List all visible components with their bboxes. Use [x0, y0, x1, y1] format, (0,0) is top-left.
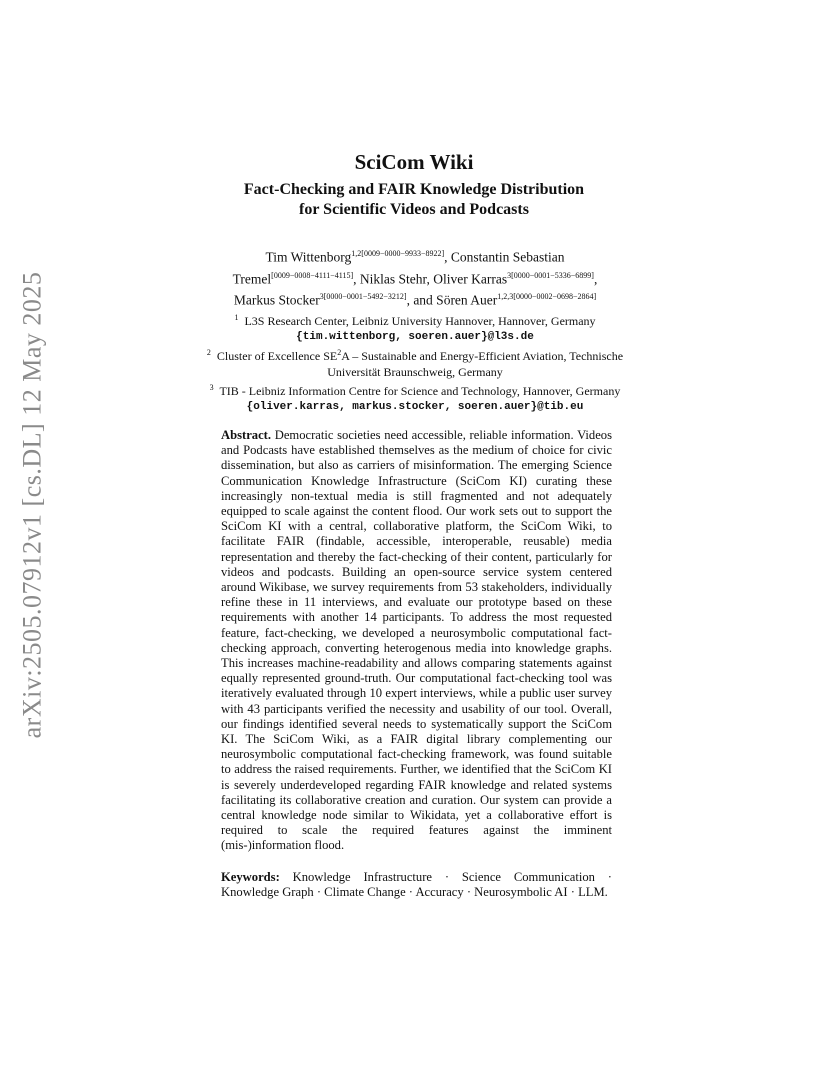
- keywords: [221, 870, 612, 900]
- subtitle-line-2: for Scientific Videos and Podcasts: [299, 201, 529, 218]
- keywords-label: Keywords:: [221, 870, 280, 884]
- author-sep: , Constantin Sebastian: [444, 249, 565, 265]
- keywords-text: Knowledge Infrastructure · Science Communication · Knowledge Graph · Climate Change · Accuracy · Neurosymbolic AI · LLM.: [221, 870, 612, 900]
- affiliation-text: L3S Research Center, Leibniz University Hannover, Hannover, Germany: [244, 314, 596, 328]
- affiliation-text: TIB - Leibniz Information Centre for Science and Technology, Hannover, Germany: [219, 384, 621, 398]
- affiliation-1-email: {tim.wittenborg, soeren.auer}@l3s.de: [296, 330, 534, 343]
- author-orcid: 1,2,3[0000−0002−0698−2864]: [497, 292, 597, 301]
- affiliation-1: [150, 310, 680, 330]
- author-name: Tim Wittenborg: [265, 249, 352, 265]
- affiliation-superscript: 2: [337, 348, 342, 357]
- affiliation-2-cont: Universität Braunschweig, Germany: [327, 364, 503, 379]
- author-orcid: [0009−0008−4111−4115]: [271, 270, 354, 280]
- author-orcid: 3[0000−0001−5492−3212]: [319, 292, 407, 301]
- author-orcid: 1,2[0009−0000−9933−8922]: [351, 249, 445, 258]
- affiliation-number: 2: [206, 348, 211, 357]
- arxiv-sidebar-stamp: [10, 271, 54, 739]
- author-sep: , and Sören Auer: [406, 292, 498, 308]
- affiliation-number: 3: [209, 383, 214, 392]
- author-orcid: 3[0000−0001−5336−6899]: [507, 270, 594, 280]
- arxiv-id: arXiv:2505.07912v1 [cs.DL] 12 May 2025: [17, 271, 46, 739]
- author-name: Tremel: [232, 271, 272, 286]
- author-line-1: [150, 245, 680, 267]
- affiliation-text: A – Sustainable and Energy-Efficient Aviation, Technische: [341, 349, 624, 363]
- affiliation-text: Cluster of Excellence SE: [216, 349, 338, 363]
- paper-subtitle: [0, 180, 828, 220]
- abstract-text: Democratic societies need accessible, reliable information. Videos and Podcasts have established themselves as the medium of choice for civic dissemination, but also as carriers of misinformation. The emerging Science Communication Knowledge Infrastructure (SciCom KI) curating these increasingly non-textual media is still fragmented and not adequately equipped to scale against the content flood. Our work sets out to support the SciCom KI with a central, collaborative platform, the SciCom Wiki, to facilitate FAIR (findable, accessible, interoperable, reusable) media representation and thereby the fact-checking of their content, particularly for videos and podcasts. Building an open-source service system centered around Wikibase, we survey requirements from 53 stakeholders, individually refine these in 11 interviews, and evaluate our prototype based on these requirements with another 14 participants. To address the most requested feature, fact-checking, we developed a neurosymbolic computational fact-checking approach, converting heterogenous media into knowledge graphs. This increases machine-readability and allows comparing statements against equally represented ground-truth. Our computational fact-checking tool was iteratively evaluated through 10 expert interviews, while a public user survey with 43 participants verified the necessity and usability of our tool. Overall, our findings identified several needs to systematically support the SciCom KI. The SciCom Wiki, as a FAIR digital library complementing our neurosymbolic computational fact-checking framework, was found suitable to address the raised requirements. Further, we identified that the SciCom KI is severely underdeveloped regarding FAIR knowledge and related systems facilitating its collaborative creation and curation. Our system can provide a central knowledge node similar to Wikidata, yet a collaborative effort is required to scale the required features against the imminent (mis-)information flood.: [221, 428, 612, 853]
- author-list: [150, 245, 680, 310]
- author-name: Markus Stocker: [233, 292, 320, 308]
- abstract: [221, 428, 612, 854]
- affiliation-3-email: {oliver.karras, markus.stocker, soeren.auer}@tib.eu: [246, 400, 584, 413]
- author-sep: , Niklas Stehr, Oliver Karras: [353, 271, 508, 286]
- affiliation-3: [150, 380, 680, 400]
- paper-title: SciCom Wiki: [354, 150, 474, 174]
- affiliation-2: [150, 345, 680, 365]
- author-line-2: [150, 267, 680, 289]
- affiliation-number: 1: [234, 313, 239, 322]
- abstract-label: Abstract.: [221, 428, 272, 442]
- subtitle-line-1: Fact-Checking and FAIR Knowledge Distribution: [243, 181, 585, 198]
- author-line-3: [150, 288, 680, 310]
- author-sep: ,: [593, 271, 598, 286]
- affiliations: [150, 310, 680, 415]
